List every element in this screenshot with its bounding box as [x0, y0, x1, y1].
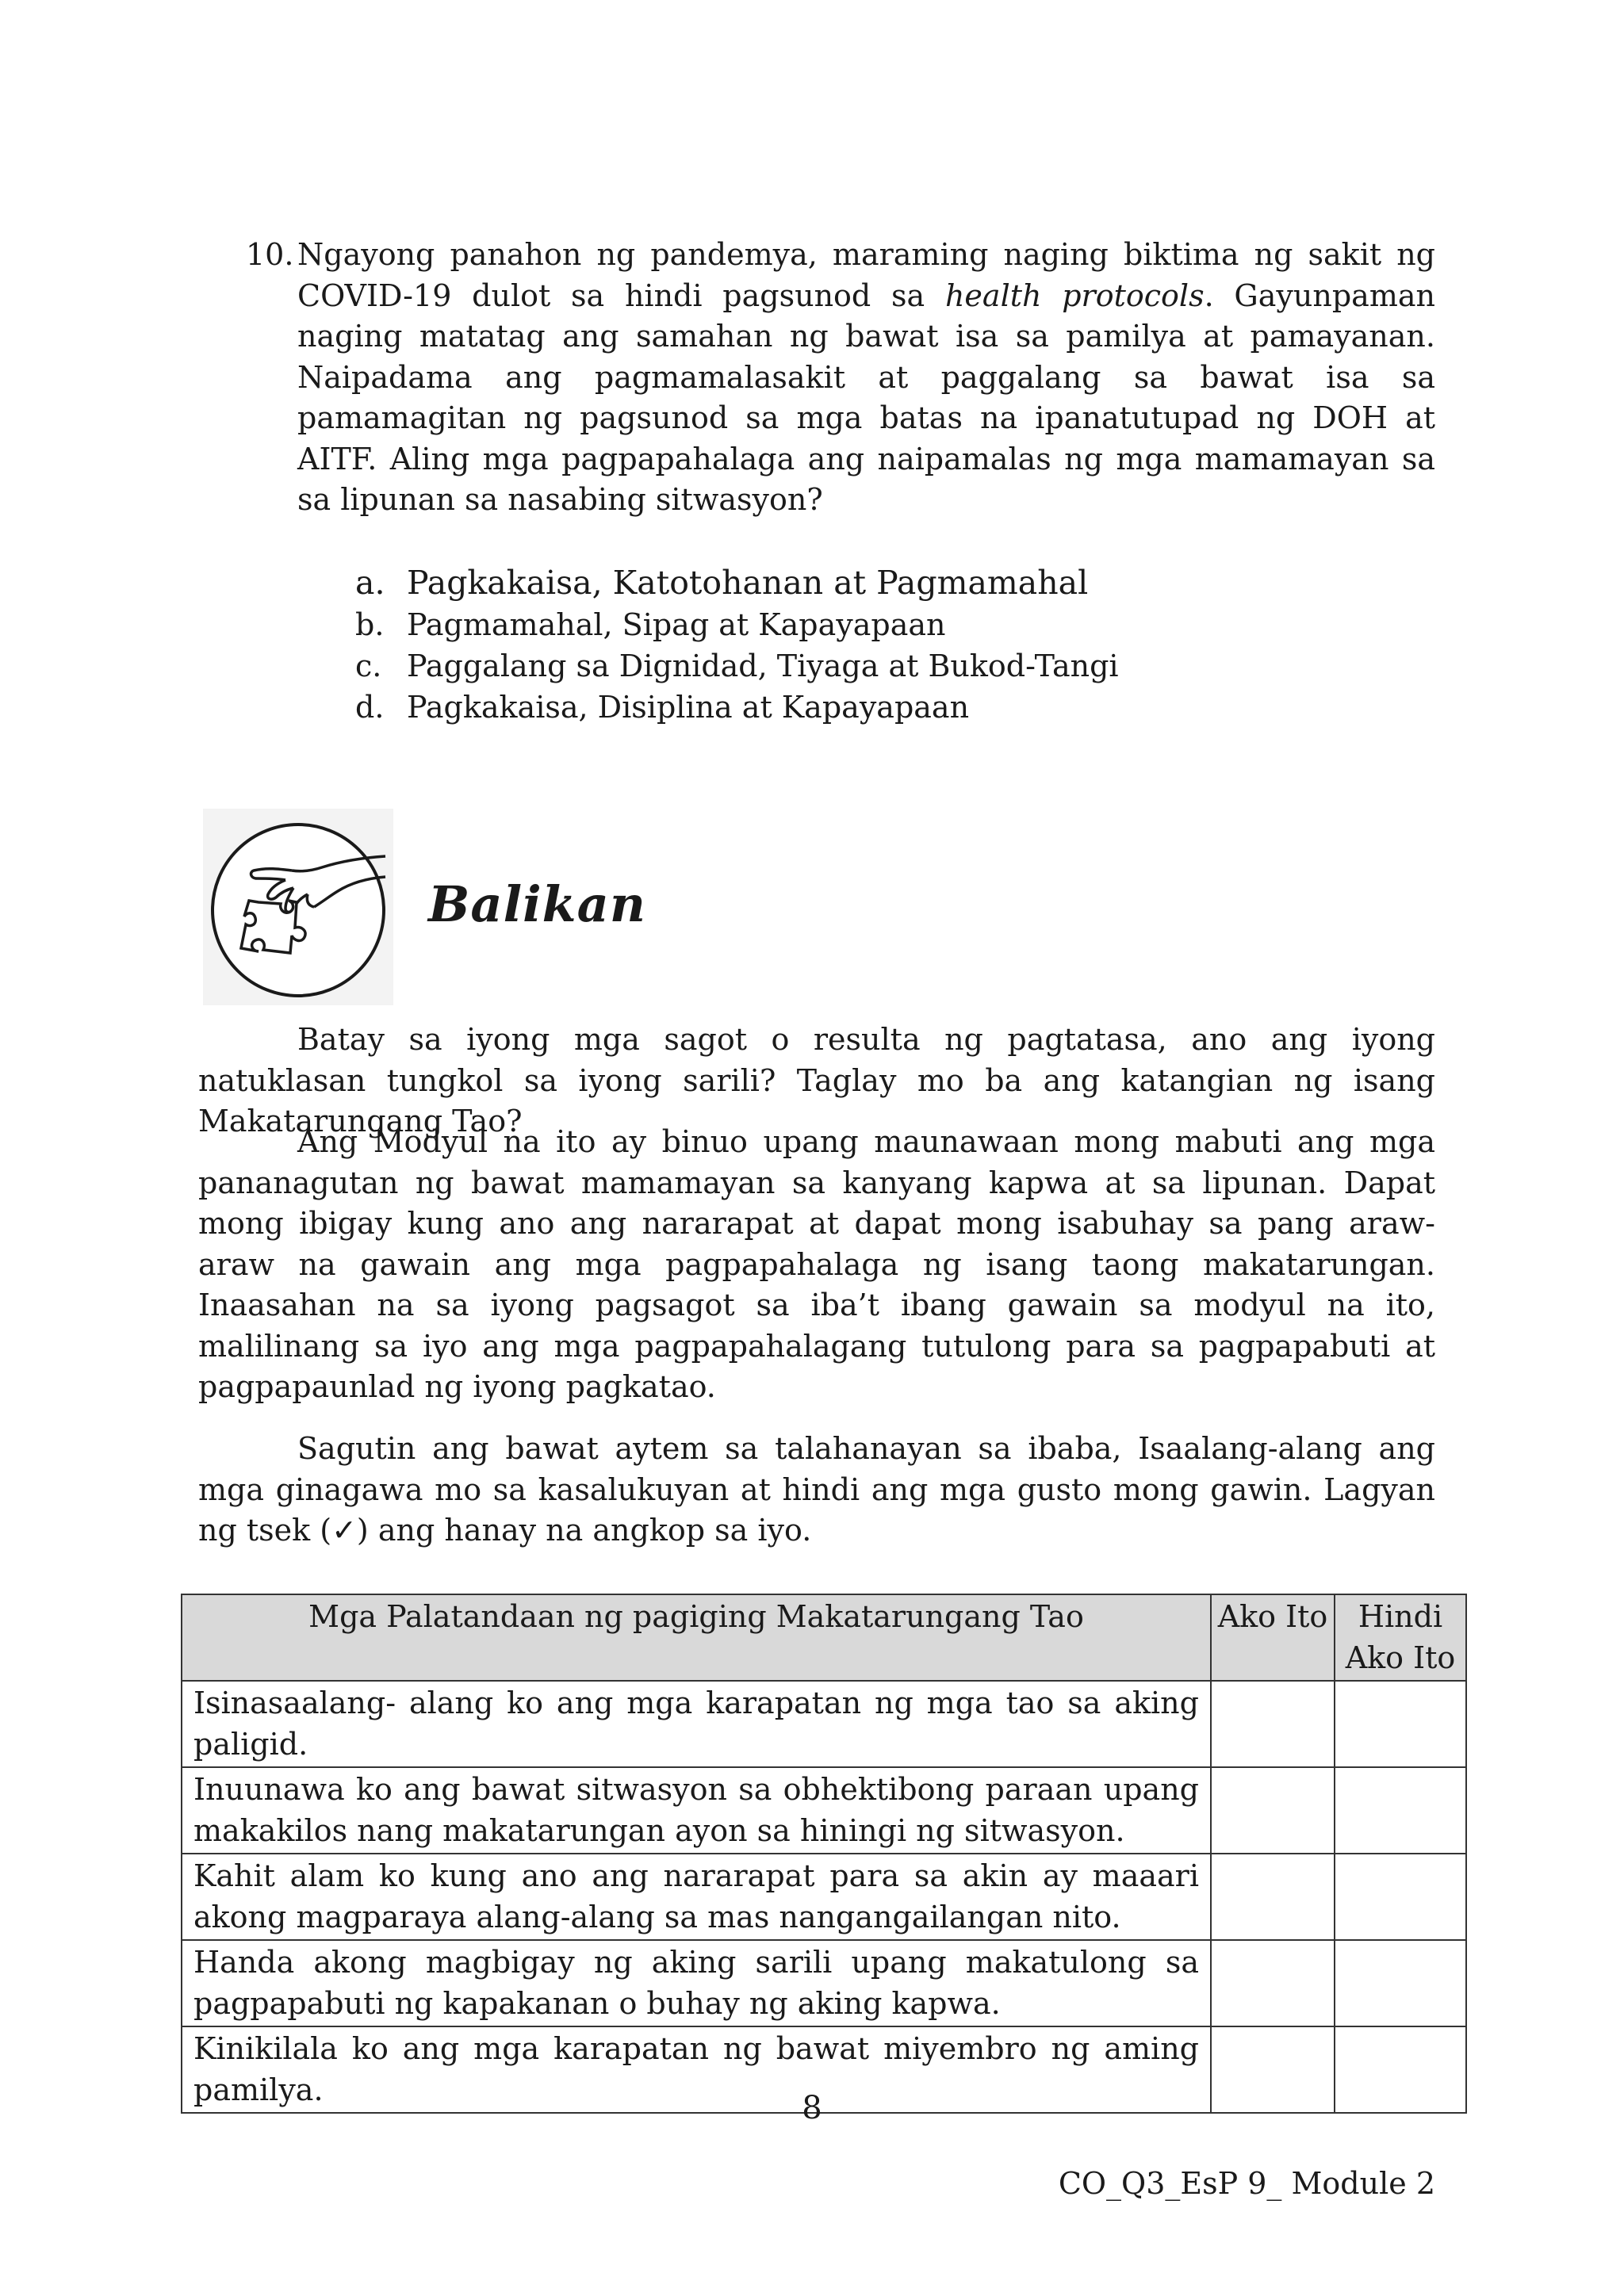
row-statement: Kahit alam ko kung ano ang nararapat para sa akin ay maaari akong magparaya alang-alang sa mas nangangailangan nito.	[182, 1854, 1211, 1940]
hindi-ako-ito-check-cell[interactable]	[1335, 1940, 1466, 2026]
question-text	[297, 235, 1435, 521]
paragraph-1: Batay sa iyong mga sagot o resulta ng pagtatasa, ano ang iyong natuklasan tungkol sa iyong sarili? Taglay mo ba ang katangian ng isang Makatarungang Tao?	[198, 1022, 1435, 1138]
table-row	[182, 1767, 1466, 1854]
choice-letter: b.	[355, 607, 385, 642]
header-indicators: Mga Palatandaan ng pagiging Makatarungang Tao	[182, 1594, 1211, 1681]
footer-module-code: CO_Q3_EsP 9_ Module 2	[1058, 2166, 1435, 2201]
paragraph-3: Sagutin ang bawat aytem sa talahanayan sa ibaba, Isaalang-alang ang mga ginagawa mo sa kasalukuyan at hindi ang mga gusto mong gawin. Lagyan ng tsek (✓) ang hanay na angkop sa iyo.	[198, 1431, 1435, 1548]
table-row	[182, 1854, 1466, 1940]
ako-ito-check-cell[interactable]	[1211, 1681, 1335, 1767]
row-statement: Isinasaalang- alang ko ang mga karapatan ng mga tao sa aking paligid.	[182, 1681, 1211, 1767]
table-row	[182, 1681, 1466, 1767]
row-statement: Handa akong magbigay ng aking sarili upang makatulong sa pagpapabuti ng kapakanan o buhay ng aking kapwa.	[182, 1940, 1211, 2026]
choice-text: Pagmamahal, Sipag at Kapayapaan	[407, 607, 946, 642]
hindi-ako-ito-check-cell[interactable]	[1335, 1767, 1466, 1854]
checklist-table	[181, 1594, 1467, 2114]
ako-ito-check-cell[interactable]	[1211, 1854, 1335, 1940]
question-text-italic: health protocols	[944, 277, 1205, 313]
ako-ito-check-cell[interactable]	[1211, 1940, 1335, 2026]
page-number: 8	[802, 2090, 822, 2126]
section-title: Balikan	[428, 875, 646, 933]
hindi-ako-ito-check-cell[interactable]	[1335, 1681, 1466, 1767]
question-number: 10.	[246, 237, 294, 272]
choice-text: Paggalang sa Dignidad, Tiyaga at Bukod-Tangi	[407, 649, 1119, 683]
choice-text: Pagkakaisa, Katotohanan at Pagmamahal	[407, 564, 1089, 602]
choice-text: Pagkakaisa, Disiplina at Kapayapaan	[407, 690, 970, 725]
choice-letter: d.	[355, 690, 385, 725]
paragraph-2: Ang Modyul na ito ay binuo upang maunawaan mong mabuti ang mga pananagutan ng bawat mamamayan sa kanyang kapwa at sa lipunan. Dapat mong ibigay kung ano ang nararapat at dapat mong isabuhay sa pang araw-araw na gawain ang mga pagpapahalaga ng isang taong makatarungan. Inaasahan na sa iyong pagsagot sa iba’t ibang gawain sa modyul na ito, malilinang sa iyo ang mga pagpapahalagang tutulong para sa pagpapabuti at pagpapaunlad ng iyong pagkatao.	[198, 1124, 1435, 1404]
header-ako-ito: Ako Ito	[1211, 1594, 1335, 1681]
choice-letter: a.	[355, 564, 385, 602]
question-10	[246, 235, 1435, 521]
table-row	[182, 1940, 1466, 2026]
ako-ito-check-cell[interactable]	[1211, 1767, 1335, 1854]
header-hindi-ako-ito: Hindi Ako Ito	[1335, 1594, 1466, 1681]
question-text-before: Ngayong panahon ng pandemya, maraming naging biktima ng sakit ng COVID-19 dulot sa hindi pagsunod sa	[297, 237, 1435, 313]
hindi-ako-ito-check-cell[interactable]	[1335, 1854, 1466, 1940]
hand-puzzle-icon	[203, 809, 393, 1005]
table-header-row	[182, 1594, 1466, 1681]
row-statement: Inuunawa ko ang bawat sitwasyon sa obhektibong paraan upang makakilos nang makatarungan ayon sa hiningi ng sitwasyon.	[182, 1767, 1211, 1854]
question-text-after: . Gayunpaman naging matatag ang samahan ng bawat isa sa pamilya at pamayanan. Naipadama ang pagmamalasakit at paggalang sa bawat isa sa pamamagitan ng pagsunod sa mga batas na ipanatutupad ng DOH at AITF. Aling mga pagpapahalaga ang naipamalas ng mga mamamayan sa sa lipunan sa nasabing sitwasyon?	[297, 277, 1435, 517]
choice-letter: c.	[355, 649, 382, 683]
row-statement: Kinikilala ko ang mga karapatan ng bawat miyembro ng aming pamilya.	[182, 2026, 1211, 2113]
